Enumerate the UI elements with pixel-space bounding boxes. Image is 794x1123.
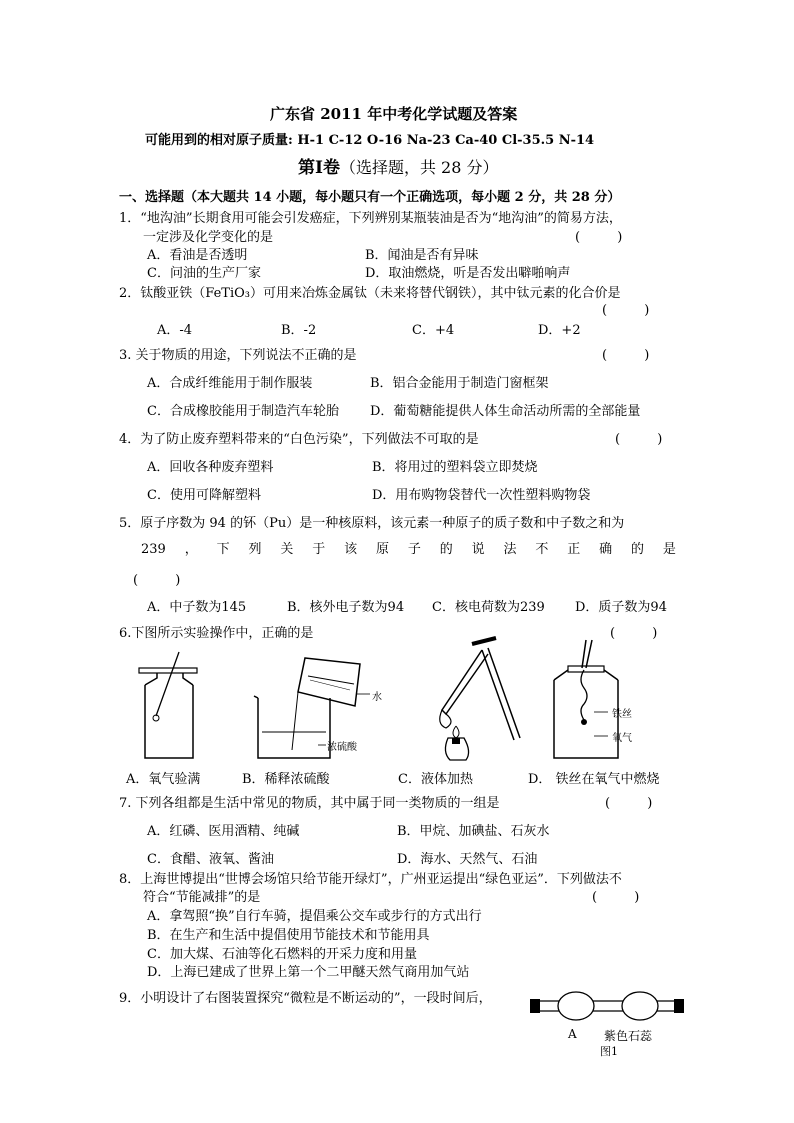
q3-option-a: A．合成纤维能用于制作服装 <box>147 376 313 391</box>
q9-stem: 9．小明设计了右图装置探究“微粒是不断运动的”，一段时间后， <box>119 991 492 1006</box>
q7-option-d: D．海水、天然气、石油 <box>397 852 538 867</box>
q7-option-c: C．食醋、液氧、酱油 <box>147 852 274 867</box>
volume-heading <box>298 160 499 176</box>
q1-answer-blank: ( ) <box>575 230 623 245</box>
q5-answer-blank: ( ) <box>133 573 181 588</box>
q3-option-b: B．铝合金能用于制造门窗框架 <box>370 376 549 391</box>
q8-stem-line1: 8．上海世博提出“世博会场馆只给节能开绿灯”，广州亚运提出“绿色亚运”．下列做法不 <box>119 872 622 887</box>
q4-stem: 4．为了防止废弃塑料带来的“白色污染”，下列做法不可取的是 <box>119 432 479 447</box>
q2-answer-blank: ( ) <box>602 303 650 318</box>
q3-option-d: D．葡萄糖能提供人体生命活动所需的全部能量 <box>370 404 641 419</box>
q5-word: 说 <box>471 542 485 557</box>
figure-caption: 图1 <box>600 1045 618 1058</box>
q5-stem-line1: 5．原子序数为 94 的钚（Pu）是一种核原料，该元素一种原子的质子数和中子数之和为 <box>119 516 625 531</box>
q1-option-b: B．闻油是否有异味 <box>365 248 479 263</box>
q2-option-b: B．-2 <box>281 323 317 338</box>
q4-option-a: A．回收各种废弃塑料 <box>147 460 274 475</box>
q5-word: 原 <box>375 542 389 557</box>
q5-word: 正 <box>567 542 581 557</box>
q8-option-a: A．拿驾照“换”自行车骑，提倡乘公交车或步行的方式出行 <box>147 909 482 924</box>
q1-option-c: C．问油的生产厂家 <box>147 266 261 281</box>
q4-option-d: D．用布购物袋替代一次性塑料购物袋 <box>372 488 591 503</box>
q2-stem: 2．钛酸亚铁（FeTiO₃）可用来冶炼金属钛（未来将替代钢铁），其中钛元素的化合价是 <box>119 286 621 301</box>
q5-word: 该 <box>344 542 358 557</box>
q5-word: 是 <box>662 542 676 557</box>
figure-dilute-acid <box>250 650 380 765</box>
q5-word: 239 <box>141 542 166 557</box>
q5-stem-line2 <box>141 542 676 558</box>
q7-stem: 7. 下列各组都是生活中常见的物质，其中属于同一类物质的一组是 <box>119 796 500 811</box>
q5-word: 关 <box>280 542 294 557</box>
volume-label: 第Ⅰ卷 <box>298 158 340 178</box>
q8-answer-blank: ( ) <box>592 890 640 905</box>
q6-answer-blank: ( ) <box>610 626 658 641</box>
q4-answer-blank: ( ) <box>615 432 663 447</box>
q8-option-b: B．在生产和生活中提倡使用节能技术和节能用具 <box>147 928 430 943</box>
q5-word: 法 <box>503 542 517 557</box>
figure-label-oxygen: 氧气 <box>612 733 632 744</box>
figure-label-iron: 铁丝 <box>612 709 632 720</box>
q6-option-b: B．稀释浓硫酸 <box>242 772 330 787</box>
q2-option-a: A．-4 <box>157 323 193 338</box>
q6-option-c: C．液体加热 <box>398 772 473 787</box>
q6-stem: 6.下图所示实验操作中，正确的是 <box>119 626 314 641</box>
q1-option-d: D．取油燃烧，听是否发出噼啪响声 <box>365 266 571 281</box>
figure-label-water: 水 <box>372 692 382 703</box>
q7-option-a: A．红磷、医用酒精、纯碱 <box>147 824 300 839</box>
q3-stem: 3. 关于物质的用途，下列说法不正确的是 <box>119 348 357 363</box>
q5-option-a: A．中子数为145 <box>147 600 247 615</box>
q5-word: 的 <box>439 542 453 557</box>
q6-option-a: A．氧气验满 <box>126 772 201 787</box>
q5-option-d: D．质子数为94 <box>575 600 667 615</box>
figure-heating-liquid <box>420 640 530 770</box>
q5-word: 于 <box>312 542 326 557</box>
q4-option-c: C．使用可降解塑料 <box>147 488 261 503</box>
q5-word: 不 <box>535 542 549 557</box>
q2-option-c: C．+4 <box>412 323 455 338</box>
figure-iron-wire <box>548 640 628 765</box>
q3-option-c: C．合成橡胶能用于制造汽车轮胎 <box>147 404 339 419</box>
q5-word: ， <box>184 542 198 557</box>
q2-option-d: D．+2 <box>538 323 581 338</box>
figure-label-litmus: 紫色石蕊 <box>604 1029 653 1043</box>
q1-stem-line2: 一定涉及化学变化的是 <box>143 230 274 245</box>
q1-option-a: A．看油是否透明 <box>147 248 248 263</box>
q5-option-c: C．核电荷数为239 <box>432 600 545 615</box>
figure-label-acid: 浓硫酸 <box>327 742 357 753</box>
section-heading: 一、选择题（本大题共 14 小题，每小题只有一个正确选项，每小题 2 分，共 28 分） <box>119 190 621 205</box>
q6-option-d: D． 铁丝在氧气中燃烧 <box>528 772 660 787</box>
q8-option-c: C．加大煤、石油等化石燃料的开采力度和用量 <box>147 947 417 962</box>
atomic-mass-line: 可能用到的相对原子质量: H-1 C-12 O-16 Na-23 Ca-40 Cl-35.5 N-14 <box>145 133 595 148</box>
q7-option-b: B．甲烷、加碘盐、石灰水 <box>397 824 550 839</box>
q5-word: 下 <box>216 542 230 557</box>
page-title: 广东省 2011 年中考化学试题及答案 <box>270 105 518 123</box>
q5-word: 子 <box>407 542 421 557</box>
figure-diffusion-tube <box>528 985 688 1025</box>
figure-oxygen-test <box>135 650 195 765</box>
q8-stem-line2: 符合“节能减排”的是 <box>143 890 261 905</box>
figure-label-a: A <box>568 1027 577 1041</box>
q3-answer-blank: ( ) <box>602 348 650 363</box>
q5-word: 确 <box>599 542 613 557</box>
q7-answer-blank: ( ) <box>605 796 653 811</box>
q8-option-d: D．上海已建成了世界上第一个二甲醚天然气商用加气站 <box>147 965 470 980</box>
q5-word: 列 <box>248 542 262 557</box>
q5-word: 的 <box>630 542 644 557</box>
q1-stem-line1: 1．“地沟油”长期食用可能会引发癌症，下列辨别某瓶装油是否为“地沟油”的简易方法， <box>119 211 622 226</box>
q4-option-b: B．将用过的塑料袋立即焚烧 <box>372 460 538 475</box>
q5-option-b: B．核外电子数为94 <box>287 600 405 615</box>
volume-note: （选择题，共 28 分） <box>339 158 499 177</box>
